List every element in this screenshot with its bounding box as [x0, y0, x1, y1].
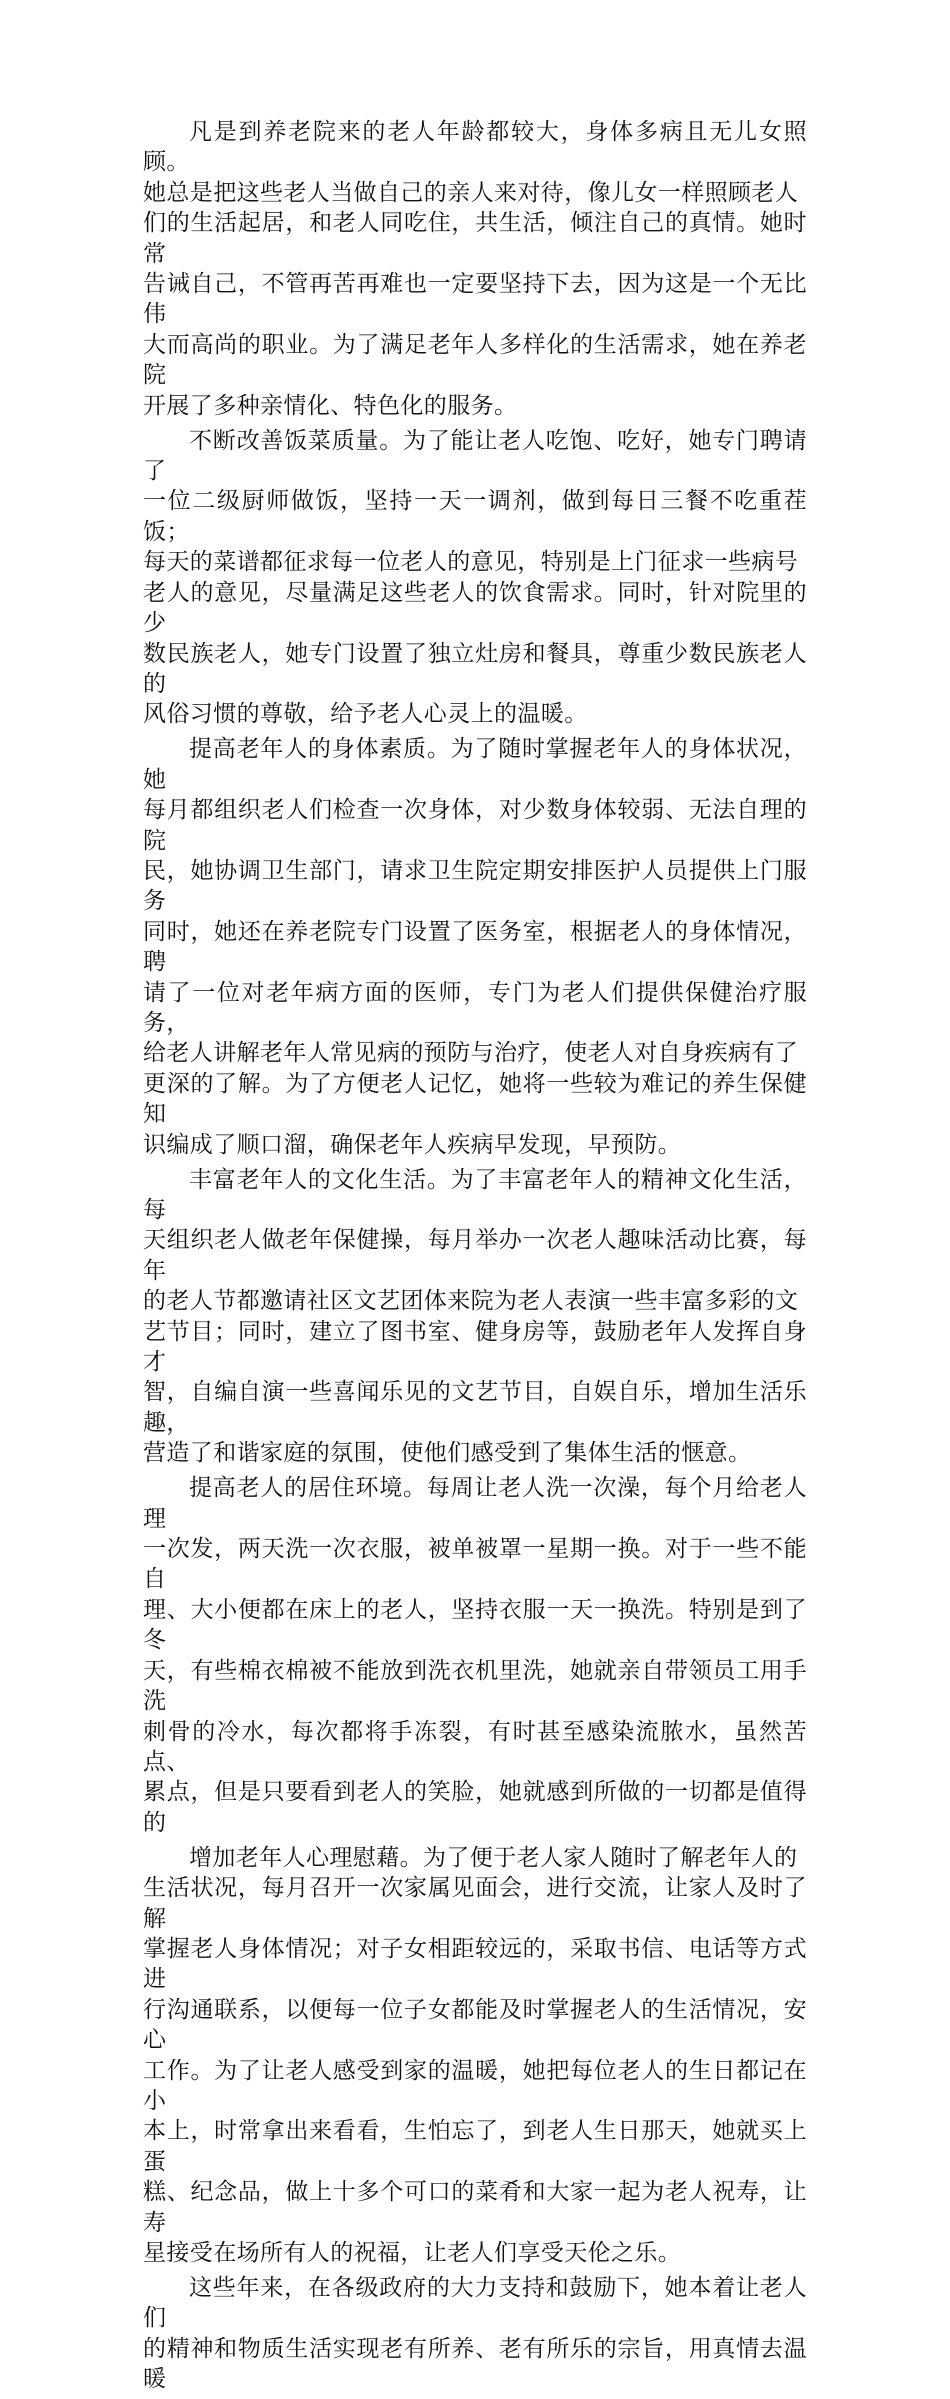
- paragraph-psychological-comfort: 增加老年人心理慰藉。为了便于老人家人随时了解老年人的 生活状况，每月召开一次家属见面会，进行交流，让家人及时了解 掌握老人身体情况；对子女相距较远的，采取书信、电话等方式进 行沟通联系，以便每一位子女都能及时掌握老人的生活情况，安心 工作。为了让老人感受到家的温暖，她把每位老人的生日都记在小 本上，时常拿出来看看，生怕忘了，到老人生日那天，她就买上蛋 糕、纪念品，做上十多个可口的菜肴和大家一起为老人祝寿，让寿 星接受在场所有人的祝福，让老人们享受天伦之乐。: [143, 1844, 807, 2266]
- document-page: [143, 117, 807, 2399]
- paragraph-food-quality: 不断改善饭菜质量。为了能让老人吃饱、吃好，她专门聘请了 一位二级厨师做饭，坚持一天一调剂，做到每日三餐不吃重茬饭； 每天的菜谱都征求每一位老人的意见，特别是上门征求一些病号 老人的意见，尽量满足这些老人的饮食需求。同时，针对院里的少 数民族老人，她专门设置了独立灶房和餐具，尊重少数民族老人的 风俗习惯的尊敬，给予老人心灵上的温暖。: [143, 427, 807, 728]
- paragraph-culture: 丰富老年人的文化生活。为了丰富老年人的精神文化生活，每 天组织老人做老年保健操，每月举办一次老人趣味活动比赛，每年 的老人节都邀请社区文艺团体来院为老人表演一些丰富多彩的文 艺节目；同时，建立了图书室、健身房等，鼓励老年人发挥自身才 智，自编自演一些喜闻乐见的文艺节目，自娱自乐，增加生活乐趣， 营造了和谐家庭的氛围，使他们感受到了集体生活的惬意。: [143, 1166, 807, 1467]
- paragraph-living-environment: 提高老人的居住环境。每周让老人洗一次澡，每个月给老人理 一次发，两天洗一次衣服，被单被罩一星期一换。对于一些不能自 理、大小便都在床上的老人，坚持衣服一天一换洗。特别是到了冬 天，有些棉衣棉被不能放到洗衣机里洗，她就亲自带领员工用手洗 刺骨的冷水，每次都将手冻裂，有时甚至感染流脓水，虽然苦点、 累点，但是只要看到老人的笑脸，她就感到所做的一切都是值得的: [143, 1475, 807, 1836]
- paragraph-intro: 凡是到养老院来的老人年龄都较大，身体多病且无儿女照顾。 她总是把这些老人当做自己的亲人来对待，像儿女一样照顾老人 们的生活起居，和老人同吃住，共生活，倾注自己的真情。她时常 告诫自己，不管再苦再难也一定要坚持下去，因为这是一个无比伟 大而高尚的职业。为了满足老年人多样化的生活需求，她在养老院 开展了多种亲情化、特色化的服务。: [143, 119, 807, 419]
- paragraph-health: 提高老年人的身体素质。为了随时掌握老年人的身体状况，她 每月都组织老人们检查一次身体，对少数身体较弱、无法自理的院 民，她协调卫生部门，请求卫生院定期安排医护人员提供上门服务 同时，她还在养老院专门设置了医务室，根据老人的身体情况，聘 请了一位对老年病方面的医师，专门为老人们提供保健治疗服务， 给老人讲解老年人常见病的预防与治疗，使老人对自身疾病有了 更深的了解。为了方便老人记忆，她将一些较为难记的养生保健知 识编成了顺口溜，确保老年人疾病早发现，早预防。: [143, 736, 807, 1158]
- paragraph-conclusion: 这些年来，在各级政府的大力支持和鼓励下，她本着让老人们 的精神和物质生活实现老有所养、老有所乐的宗旨，用真情去温暖: [143, 2275, 807, 2393]
